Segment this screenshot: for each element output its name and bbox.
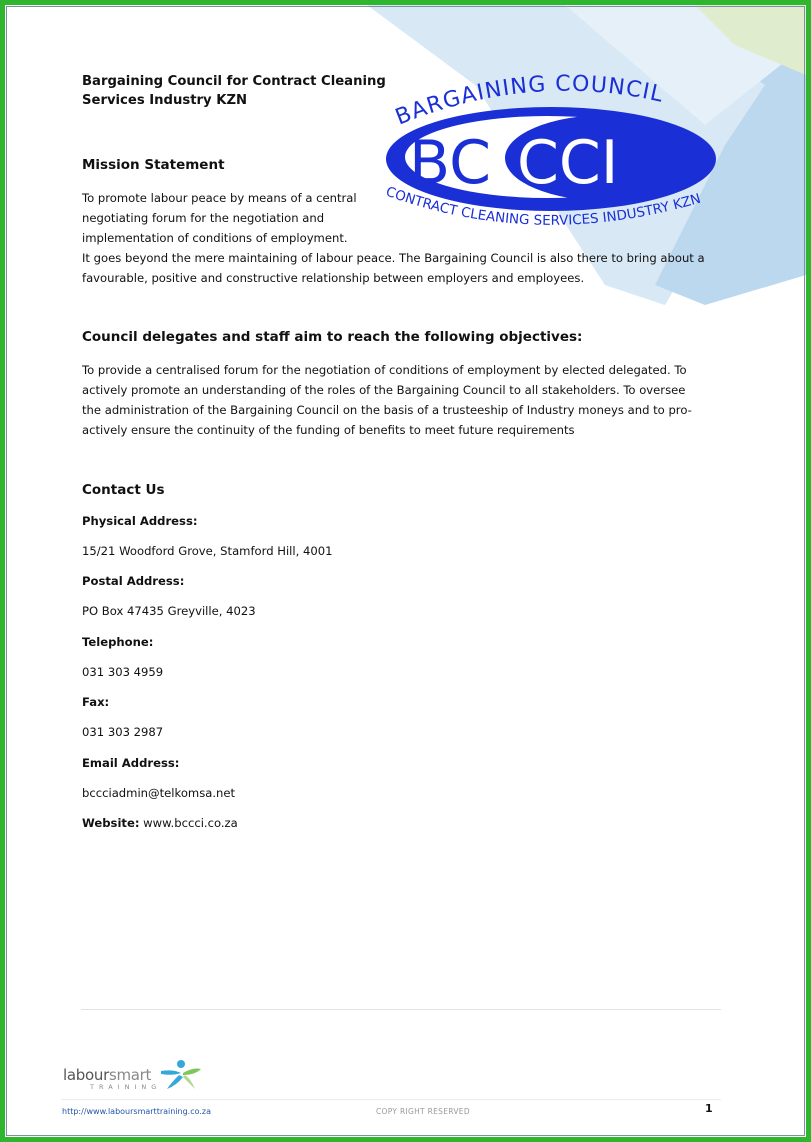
mission-line: favourable, positive and constructive relationship between employers and employees. [82,271,585,285]
brand-labour: labour [63,1066,109,1084]
mission-text [82,188,762,288]
fax-value: 031 303 2987 [82,725,164,739]
physical-address-label: Physical Address: [82,514,198,528]
organisation-name [82,72,402,110]
mission-line: To promote labour peace by means of a central [82,191,357,205]
objectives-text [82,360,762,440]
objectives-line: actively promote an understanding of the roles of the Bargaining Council to all stakeholders. To oversee [82,383,686,397]
page-number: 1 [705,1102,713,1115]
footer-divider [81,1009,721,1010]
mission-line: It goes beyond the mere maintaining of labour peace. The Bargaining Council is also there to bring about a [82,251,705,265]
postal-address-value: PO Box 47435 Greyville, 4023 [82,604,256,618]
brand-smart: smart [108,1066,152,1084]
email-label: Email Address: [82,756,180,770]
document-page [5,5,806,1137]
website-value[interactable]: www.bccci.co.za [143,816,238,830]
organisation-name-line-1: Bargaining Council for Contract Cleaning [82,74,386,89]
fax-label: Fax: [82,695,110,709]
postal-address-label: Postal Address: [82,574,185,588]
physical-address-value: 15/21 Woodford Grove, Stamford Hill, 4001 [82,544,333,558]
logo-bottom-text: CONTRACT CLEANING SERVICES INDUSTRY KZN [383,183,703,229]
website-row [82,816,238,830]
objectives-heading: Council delegates and staff aim to reach the following objectives: [82,329,583,345]
telephone-value: 031 303 4959 [82,665,164,679]
mission-heading: Mission Statement [82,157,225,173]
contact-heading: Contact Us [82,482,165,498]
footer-line [61,1099,721,1100]
logo-top-text: BARGAINING COUNCIL [392,73,667,131]
laboursmart-logo [63,1065,162,1091]
telephone-label: Telephone: [82,635,154,649]
footer-website-link[interactable]: http://www.laboursmarttraining.co.za [62,1107,212,1116]
logo-initials-part-2: CCI [517,128,619,198]
objectives-line: actively ensure the continuity of the funding of benefits to meet future requirements [82,423,575,437]
footer-copyright: COPY RIGHT RESERVED [376,1107,470,1116]
email-value[interactable]: bccciadmin@telkomsa.net [82,786,236,800]
mission-line: implementation of conditions of employment. [82,231,348,245]
objectives-line: the administration of the Bargaining Council on the basis of a trusteeship of Industry moneys and to pro- [82,403,692,417]
objectives-line: To provide a centralised forum for the negotiation of conditions of employment by elected delegated. To [82,363,687,377]
mission-line: negotiating forum for the negotiation and [82,211,325,225]
brand-sub: TRAINING [90,1083,162,1091]
website-label: Website: [82,816,140,830]
laboursmart-figure-icon [159,1059,203,1091]
organisation-name-line-2: Services Industry KZN [82,93,248,108]
logo-initials-part-1: BC [409,128,492,198]
